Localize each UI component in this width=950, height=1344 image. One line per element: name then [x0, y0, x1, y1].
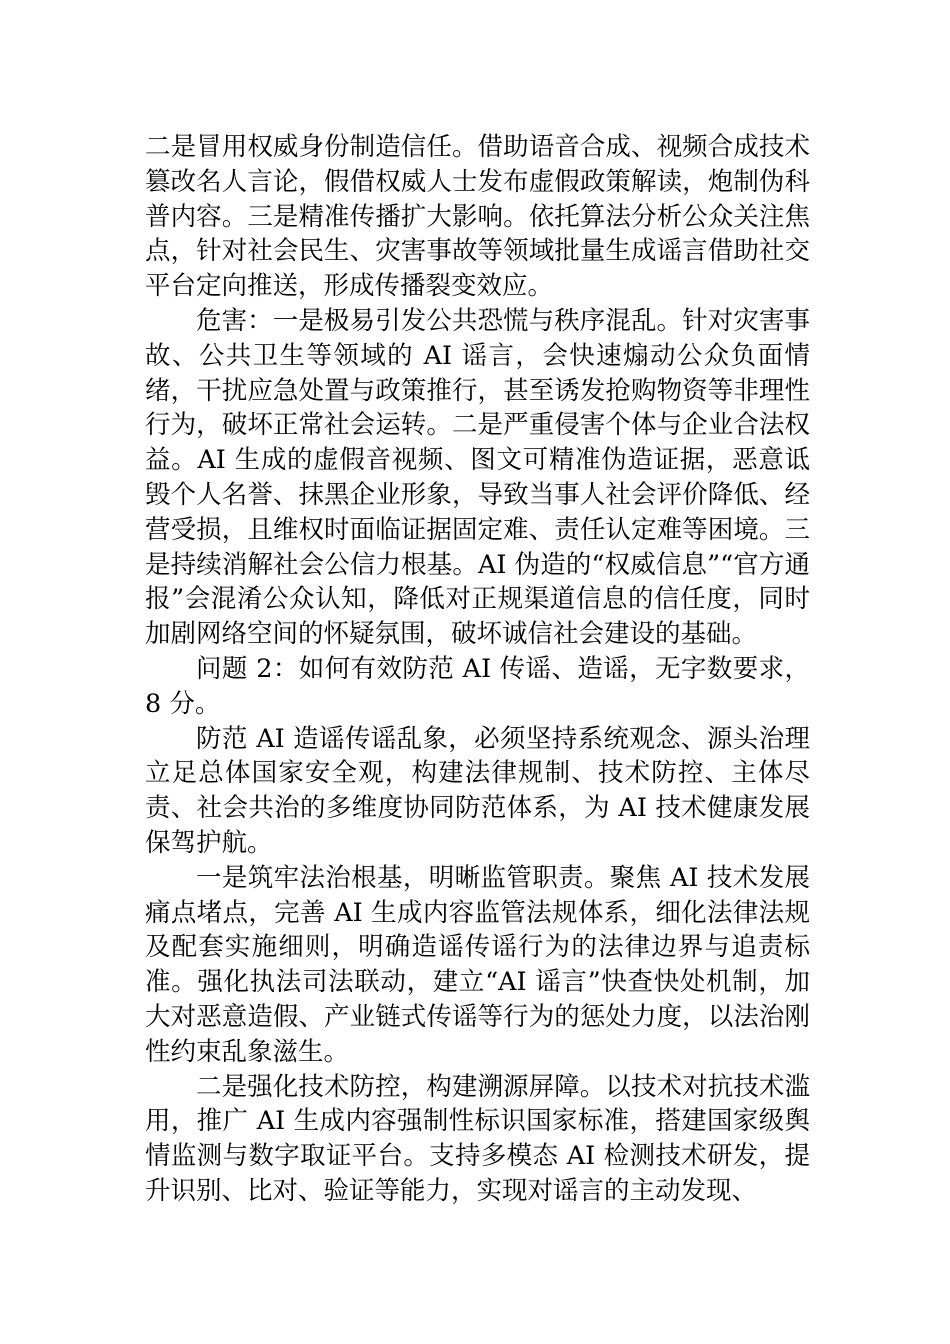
paragraph-harms: 危害：一是极易引发公共恐慌与秩序混乱。针对灾害事故、公共卫生等领域的 AI 谣言，会快速煽动公众负面情绪，干扰应急处置与政策推行，甚至诱发抢购物资等非理性行为，破坏正常社会运转。二是严重侵害个体与企业合法权益。AI 生成的虚假音视频、图文可精准伪造证据，恶意诋毁个人名誉、抹黑企业形象，导致当事人社会评价降低、经营受损，且维权时面临证据固定难、责任认定难等困境。三是持续消解社会公信力根基。AI 伪造的“权威信息”“官方通报”会混淆公众认知，降低对正规渠道信息的信任度，同时加剧网络空间的怀疑氛围，破坏诚信社会建设的基础。: [145, 305, 810, 650]
paragraph-prevention-intro: 防范 AI 造谣传谣乱象，必须坚持系统观念、源头治理立足总体国家安全观，构建法律规制、技术防控、主体尽责、社会共治的多维度协同防范体系，为 AI 技术健康发展保驾护航。: [145, 723, 810, 858]
paragraph-point-2-technical: 二是强化技术防控，构建溯源屏障。以技术对抗技术滥用，推广 AI 生成内容强制性标识国家标准，搭建国家级舆情监测与数字取证平台。支持多模态 AI 检测技术研发，提升识别、比对、验证等能力，实现对谣言的主动发现、: [145, 1071, 810, 1206]
paragraph-question-2: 问题 2：如何有效防范 AI 传谣、造谣，无字数要求，8 分。: [145, 653, 810, 719]
document-body: [145, 130, 810, 1209]
paragraph-continued-methods: 二是冒用权威身份制造信任。借助语音合成、视频合成技术篡改名人言论，假借权威人士发布虚假政策解读，炮制伪科普内容。三是精准传播扩大影响。依托算法分析公众关注焦点，针对社会民生、灾害事故等领域批量生成谣言借助社交平台定向推送，形成传播裂变效应。: [145, 132, 810, 302]
paragraph-point-1-legal: 一是筑牢法治根基，明晰监管职责。聚焦 AI 技术发展痛点堵点，完善 AI 生成内容监管法规体系，细化法律法规及配套实施细则，明确造谣传谣行为的法律边界与追责标准。强化执法司法联动，建立“AI 谣言”快查快处机制，加大对恶意造假、产业链式传谣等行为的惩处力度，以法治刚性约束乱象滋生。: [145, 862, 810, 1067]
